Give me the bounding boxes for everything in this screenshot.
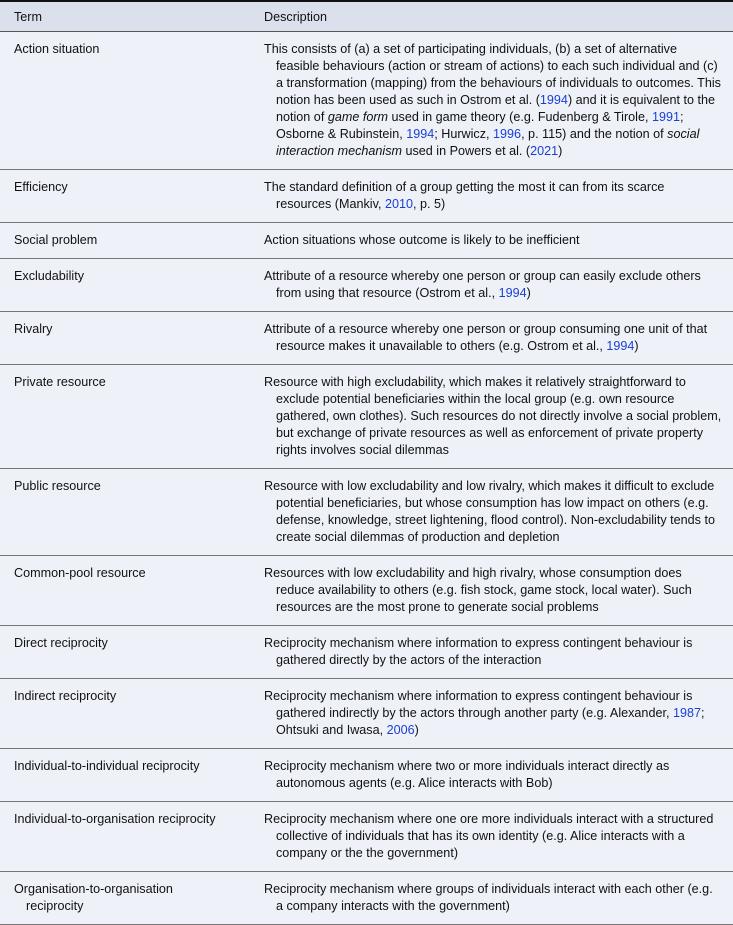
table-row — [0, 365, 733, 469]
citation-link[interactable]: 1994 — [406, 127, 435, 141]
table-row — [0, 802, 733, 872]
table-row — [0, 872, 733, 925]
description-text: used in game theory (e.g. Fudenberg & Tirole, — [388, 110, 652, 124]
description-text: Attribute of a resource whereby one person or group can easily exclude others from using that resource (Ostrom et al., — [264, 269, 701, 300]
citation-link[interactable]: 2021 — [530, 144, 559, 158]
description-text: Action situations whose outcome is likely to be inefficient — [264, 233, 580, 247]
table-row — [0, 679, 733, 749]
table-row — [0, 259, 733, 312]
description-text: This consists of (a) a set of participating individuals, (b) a set of alternative feasible behaviours (action or stream of actions) to each such individual and (c) a transformation (mapping) from the behaviours of individuals to outcomes. This notion has been used as such in Ostrom et al. ( — [264, 42, 721, 107]
description-text: Reciprocity mechanism where groups of individuals interact with each other (e.g. a company interacts with the government) — [264, 882, 713, 913]
description-text: ; Hurwicz, — [434, 127, 494, 141]
term-cell: Rivalry — [14, 322, 53, 336]
description-text: Reciprocity mechanism where one ore more individuals interact with a structured collective of individuals that has its own identity (e.g. Alice interacts with a company or the the government) — [264, 812, 714, 860]
term-cell: Efficiency — [14, 180, 68, 194]
term-cell: Action situation — [14, 42, 100, 56]
table-row — [0, 170, 733, 223]
term-cell: Excludability — [14, 269, 84, 283]
description-cell — [264, 811, 723, 862]
header-row — [0, 1, 733, 32]
emphasis-text: game form — [327, 110, 389, 124]
description-text: Reciprocity mechanism where information to express contingent behaviour is gathered indirectly by the actors through another party (e.g. Alexander, — [264, 689, 693, 720]
citation-link[interactable]: 1996 — [493, 127, 522, 141]
table-row — [0, 626, 733, 679]
description-text: Resource with low excludability and low rivalry, which makes it difficult to exclude potential beneficiaries, but whose consumption has low impact on others (e.g. defense, knowledge, street lightening, flood control). Non-excludability tends to create social dilemmas of production and depletion — [264, 479, 715, 544]
term-cell: Social problem — [14, 233, 98, 247]
table-row — [0, 32, 733, 170]
description-text: ) — [634, 339, 639, 353]
description-cell — [264, 41, 723, 160]
term-cell: Common-pool resource — [14, 566, 146, 580]
description-cell — [264, 478, 723, 546]
citation-link[interactable]: 1994 — [606, 339, 635, 353]
table-row — [0, 469, 733, 556]
description-cell — [264, 179, 723, 213]
term-cell: Direct reciprocity — [14, 636, 108, 650]
term-cell: Individual-to-organisation reciprocity — [14, 812, 216, 826]
citation-link[interactable]: 1994 — [539, 93, 568, 107]
description-text: Resource with high excludability, which makes it relatively straightforward to exclude potential beneficiaries within the local group (e.g. own resource gathered, own clothes). Such resources do not directly involve a social problem, but exchange of private resources as well as enforcement of private property rights involves social dilemmas — [264, 375, 722, 457]
description-text: ) — [558, 144, 563, 158]
description-text: , p. 115) and the notion of — [521, 127, 668, 141]
description-text: ) — [414, 723, 419, 737]
description-text: Resources with low excludability and high rivalry, whose consumption does reduce availability to others (e.g. fish stock, game stock, local water). Such resources are the most prone to generate social problems — [264, 566, 692, 614]
description-cell — [264, 758, 723, 792]
term-cell: Public resource — [14, 479, 101, 493]
description-cell — [264, 321, 723, 355]
description-text: Reciprocity mechanism where information to express contingent behaviour is gathered directly by the actors of the interaction — [264, 636, 693, 667]
description-cell — [264, 565, 723, 616]
description-cell — [264, 881, 723, 915]
term-cell: Private resource — [14, 375, 106, 389]
description-cell — [264, 688, 723, 739]
citation-link[interactable]: 1994 — [498, 286, 527, 300]
citation-link[interactable]: 1987 — [672, 706, 701, 720]
table-row — [0, 223, 733, 259]
description-text: used in Powers et al. ( — [402, 144, 531, 158]
citation-link[interactable]: 1991 — [651, 110, 680, 124]
description-text: ; Ohtsuki and Iwasa, — [276, 706, 705, 737]
column-header-term: Term — [0, 1, 264, 32]
description-cell — [264, 268, 723, 302]
emphasis-text: social interaction mechanism — [276, 127, 700, 158]
description-text: Attribute of a resource whereby one person or group consuming one unit of that resource makes it unavailable to others (e.g. Ostrom et al., — [264, 322, 708, 353]
description-cell — [264, 232, 723, 249]
term-cell: Indirect reciprocity — [14, 689, 117, 703]
table-row — [0, 749, 733, 802]
description-text: ; Osborne & Rubinstein, — [276, 110, 684, 141]
description-cell — [264, 635, 723, 669]
term-cell: Individual-to-individual reciprocity — [14, 759, 200, 773]
column-header-description: Description — [264, 1, 733, 32]
description-cell — [264, 374, 723, 459]
description-text: ) — [526, 286, 531, 300]
description-text: Reciprocity mechanism where two or more individuals interact directly as autonomous agents (e.g. Alice interacts with Bob) — [264, 759, 670, 790]
description-text: , p. 5) — [412, 197, 446, 211]
table-row — [0, 312, 733, 365]
description-text: ) and it is equivalent to the notion of — [276, 93, 715, 124]
table-row — [0, 556, 733, 626]
description-text: The standard definition of a group getting the most it can from its scarce resources (Mankiv, — [264, 180, 665, 211]
citation-link[interactable]: 2010 — [384, 197, 413, 211]
term-cell: Organisation-to-organisation reciprocity — [14, 882, 173, 913]
citation-link[interactable]: 2006 — [386, 723, 415, 737]
